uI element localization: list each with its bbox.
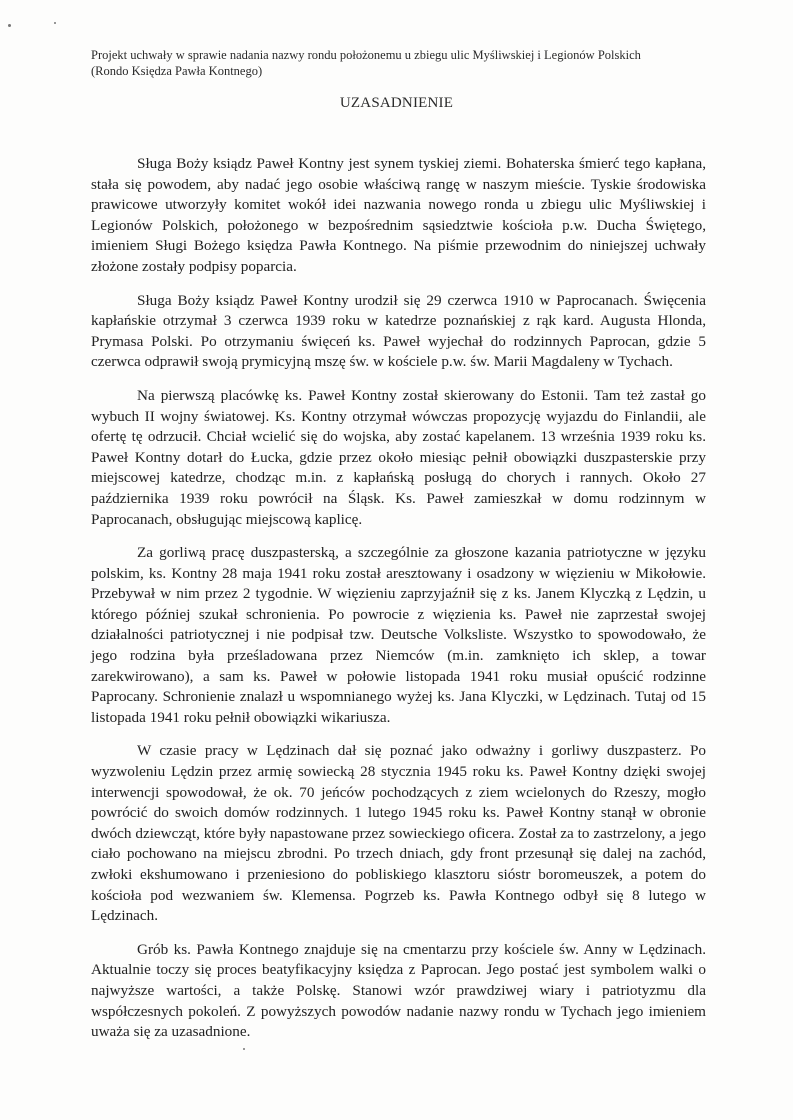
- paragraph-3: Na pierwszą placówkę ks. Paweł Kontny został skierowany do Estonii. Tam też zastał go wybuch II wojny światowej. Ks. Kontny otrzymał wówczas propozycję wyjazdu do Finlandii, ale ofertę tę odrzucił. Chciał wcielić się do wojska, aby zostać kapelanem. 13 września 1939 roku ks. Paweł Kontny dotarł do Łucka, gdzie przez około miesiąc pełnił obowiązki duszpasterskie przy miejscowej katedrze, chodząc m.in. z kapłańską posługą do chorych i rannych. Około 27 października 1939 roku powrócił na Śląsk. Ks. Paweł zamieszkał w domu rodzinnym w Paprocanach, obsługując miejscową kaplicę.: [91, 386, 706, 528]
- scan-speck: [8, 24, 11, 27]
- document-title: UZASADNIENIE: [339, 95, 454, 111]
- header-line-1: Projekt uchwały w sprawie nadania nazwy rondu położonemu u zbiegu ulic Myśliwskiej i Legionów Polskich: [91, 48, 641, 62]
- paragraph-2: Sługa Boży ksiądz Paweł Kontny urodził się 29 czerwca 1910 w Paprocanach. Święcenia kapłańskie otrzymał 3 czerwca 1939 roku w katedrze poznańskiej z rąk kard. Augusta Hlonda, Prymasa Polski. Po otrzymaniu święceń ks. Paweł wyjechał do rodzinnych Paprocan, gdzie 5 czerwca odprawił swoją prymicyjną mszę św. w kościele p.w. św. Marii Magdaleny w Tychach.: [91, 291, 706, 371]
- paragraph-4: Za gorliwą pracę duszpasterską, a szczególnie za głoszone kazania patriotyczne w języku polskim, ks. Kontny 28 maja 1941 roku został aresztowany i osadzony w więzieniu w Mikołowie. Przebywał w nim przez 2 tygodnie. W więzieniu zaprzyjaźnił się z ks. Janem Klyczką z Lędzin, u którego później szukał schronienia. Po powrocie z więzienia ks. Paweł nie zaprzestał swojej działalności patriotycznej i nie podpisał tzw. Deutsche Volksliste. Wszystko to spowodowało, że jego rodzina była prześladowana przez Niemców (m.in. zamknięto ich sklep, a towar zarekwirowano), a sam ks. Paweł w połowie listopada 1941 roku musiał opuścić rodzinne Paprocany. Schronienie znalazł u wspomnianego wyżej ks. Jana Klyczki, w Lędzinach. Tutaj od 15 listopada 1941 roku pełnił obowiązki wikariusza.: [91, 544, 706, 726]
- paragraph-6: Grób ks. Pawła Kontnego znajduje się na cmentarzu przy kościele św. Anny w Lędzinach. Aktualnie toczy się proces beatyfikacyjny księdza z Paprocan. Jego postać jest symbolem walki o najwyższe wartości, a także Polskę. Stanowi wzór prawdziwej wiary i patriotyzmu dla współczesnych pokoleń. Z powyższych powodów nadanie nazwy rondu w Tychach jego imieniem uważa się za uzasadnione.: [91, 940, 706, 1041]
- paragraph-5: W czasie pracy w Lędzinach dał się poznać jako odważny i gorliwy duszpasterz. Po wyzwoleniu Lędzin przez armię sowiecką 28 stycznia 1945 roku ks. Paweł Kontny dzięki swojej interwencji spowodował, że ok. 70 jeńców pochodzących z ziem wcielonych do Rzeszy, mogło powrócić do swoich domów rodzinnych. 1 lutego 1945 roku ks. Paweł Kontny stanął w obronie dwóch dziewcząt, które były napastowane przez sowieckiego oficera. Został za to zastrzelony, a jego ciało pochowano na miejscu zbrodni. Po trzech dniach, gdy front przesunął się dalej na zachód, zwłoki ekshumowano i przeniesiono do pobliskiego klasztoru sióstr boromeuszek, a potem do kościoła pod wezwaniem św. Klemensa. Pogrzeb ks. Pawła Kontnego odbył się 8 lutego w Lędzinach.: [91, 742, 706, 925]
- document-body: [91, 154, 706, 1056]
- paragraph-1: Sługa Boży ksiądz Paweł Kontny jest synem tyskiej ziemi. Bohaterska śmierć tego kapłana, stała się powodem, aby nadać jego osobie właściwą rangę w naszym mieście. Tyskie środowiska prawicowe utworzyły komitet wokół idei nazwania nowego ronda u zbiegu ulic Myśliwskiej i Legionów Polskich, położonego w bezpośrednim sąsiedztwie kościoła p.w. Ducha Świętego, imieniem Sługi Bożego księdza Pawła Kontnego. Na piśmie przewodnim do niniejszej uchwały złożone zostały podpisy poparcia.: [91, 155, 706, 275]
- document-header: [91, 47, 711, 79]
- scan-speck: [54, 22, 56, 24]
- header-line-2: (Rondo Księdza Pawła Kontnego): [91, 64, 263, 78]
